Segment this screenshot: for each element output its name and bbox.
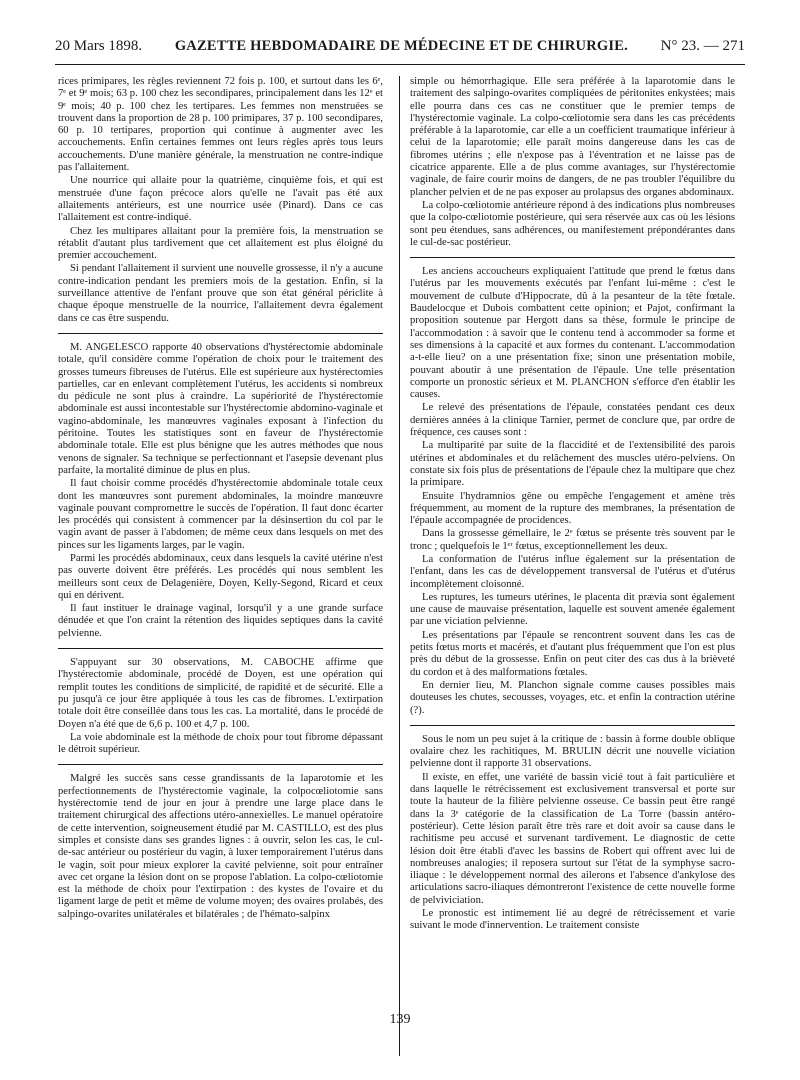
folio-number: 139 [389,1012,411,1027]
section-divider [58,333,383,334]
running-header [55,38,745,65]
paragraph: Il faut choisir comme procédés d'hystérectomie abdominale totale ceux dont les manœuvres sont purement abdominales, la moindre manœuvre vaginale pouvant compromettre le succès de l'opération. Il faut donc écarter les procédés qui consistent à commencer par la désinsertion du col par le vagin avant de passer à l'abdomen; de même ceux dans lesquels on met des pinces sur les ligaments larges, par le vagin. [58,478,383,551]
left-column [58,76,383,922]
paragraph: La voie abdominale est la méthode de choix pour tout fibrome dépassant le détroit supérieur. [58,731,383,756]
paragraph: Les présentations par l'épaule se rencontrent souvent dans les cas de petits fœtus morts et macérés, et d'autant plus fréquemment que l'on est plus près du début de la grossesse. Enfin on peut citer des cas dus à la brièveté du cordon et à des malformations fœtales. [410,629,735,678]
paragraph: La conformation de l'utérus influe également sur la présentation de l'enfant, dans les cas de développement transversal de l'utérus et d'utérus incomplètement cloisonné. [410,553,735,590]
journal-title: GAZETTE HEBDOMADAIRE DE MÉDECINE ET DE CHIRURGIE. [174,38,628,54]
paragraph: Si pendant l'allaitement il survient une nouvelle grossesse, il n'y a aucune contre-indication pendant les premiers mois de la gestation. Enfin, si la surveillance attentive de l'enfant prouve que son état général périclite à chaque époque menstruelle de la nourrice, l'allaitement devra également dans ce cas être suspendu. [58,263,383,324]
paragraph: Sous le nom un peu sujet à la critique de : bassin à forme double oblique ovalaire chez les rachitiques, M. BRULIN décrit une nouvelle viciation pelvienne dont il rapporte 31 observations. [410,733,735,770]
section-divider [410,257,735,258]
paragraph: Les ruptures, les tumeurs utérines, le placenta dit prævia sont également une cause de mauvaise présentation, laquelle est souvent amenée également par une viciation pelvienne. [410,591,735,628]
paragraph: La colpo-cœliotomie antérieure répond à des indications plus nombreuses que la colpo-cœliotomie postérieure, qui sera réservée aux cas où les lésions sont peu étendues, sans adhérences, ou manifestement prépondérantes dans le cul-de-sac postérieur. [410,199,735,248]
paragraph: La multiparité par suite de la flaccidité et de l'extensibilité des parois utérines et abdominales et du relâchement des muscles utéro-pelviens. On constate six fois plus de présentations de l'épaule chez la multipare que chez la primipare. [410,440,735,489]
right-column [410,76,735,934]
paragraph: M. ANGELESCO rapporte 40 observations d'hystérectomie abdominale totale, qu'il considère comme l'opération de choix pour le traitement des grosses tumeurs fibreuses de l'utérus. Elle est supérieure aux hystérectomies partielles, car en enlevant complètement l'utérus, les accidents si nombreux du pédicule ne sont plus à craindre. La supériorité de l'hystérectomie abdominale est aussi incontestable sur l'hystérectomie abdomino-vaginale et vagino-abdominale, les manœuvres vaginales exposant à l'infection du péritoine. Toutes les statistiques sont en faveur de l'hystérectomie abdominale totale. Elle est plus bénigne que les autres méthodes que nous venons de signaler. Sa technique se perfectionnant et l'asepsie devenant plus parfaite, la mortalité diminue de plus en plus. [58,341,383,476]
paragraph: Une nourrice qui allaite pour la quatrième, cinquième fois, et qui est menstruée d'une façon précoce alors qu'elle ne l'avait pas été aux allaitements antérieurs, est une nourrice usée (Pinard). Dans ce cas l'allaitement est contre-indiqué. [58,175,383,224]
issue-page-number: N° 23. — 271 [660,38,745,54]
paragraph: simple ou hémorrhagique. Elle sera préférée à la laparotomie dans le traitement des salpingo-ovarites compliquées de péritonites enkystées; mais elle pourra dans ces cas ne constituer que le premier temps de l'hystérectomie vaginale. La colpo-cœliotomie sera dans les cas précédents préférable à la laparotomie, car elle a un coefficient traumatique inférieur à celui de la laparotomie; elle paraît moins dangereuse dans les cas de fibromes utérins ; elle n'expose pas à l'éventration et ne laisse pas de cicatrice apparente. Elle a de plus comme avantages, sur l'hystérectomie vaginale, de faire courir moins de dangers, de ne pas troubler l'équilibre du plancher pelvien et de ne pas exposer au prolapsus des organes abdominaux. [410,76,735,198]
paragraph: Dans la grossesse gémellaire, le 2ᵉ fœtus se présente très souvent par le tronc ; quelquefois le 1ᵉʳ fœtus, exceptionnellement les deux. [410,528,735,552]
paragraph: Ensuite l'hydramnios gêne ou empêche l'engagement et amène très fréquemment, au moment de la rupture des membranes, la présentation de l'épaule accompagnée de procidences. [410,490,735,527]
paragraph: Malgré les succès sans cesse grandissants de la laparotomie et les perfectionnements de l'hystérectomie vaginale, la colpocœliotomie sans hystérectomie tend de jour en jour à prendre une large place dans le traitement chirurgical des affections utéro-annexielles. Le manuel opératoire de cette intervention, soigneusement étudié par M. CASTILLO, est des plus simples et consiste dans ses grandes lignes : à ouvrir, selon les cas, le cul-de-sac antérieur ou postérieur du vagin, à luxer temporairement l'utérus dans le vagin, soit pour mieux explorer la cavité pelvienne, soit pour entraîner avec cet organe la lésion dont on se propose l'ablation. La colpo-cœliotomie est la méthode de choix pour l'extirpation : des kystes de l'ovaire et du ligament large de petit et même de volume moyen; des ovaires prolabés, des salpingo-ovarites unilatérales et bilatérales ; de l'hémato-salpinx [58,773,383,920]
section-divider [410,725,735,726]
paragraph: Parmi les procédés abdominaux, ceux dans lesquels la cavité utérine n'est pas ouverte doivent être préférés. Les procédés qui nous semblent les meilleurs sont ceux de Delagenière, Doyen, Kelly-Segond, Ricard et ceux qui en dérivent. [58,552,383,601]
section-divider [58,764,383,765]
header-date: 20 Mars 1898. [55,38,143,54]
paragraph: rices primipares, les règles reviennent 72 fois p. 100, et surtout dans les 6ᵉ, 7ᵉ et 9ᵉ mois; 63 p. 100 chez les secondipares, principalement dans les 12ᵉ et 9ᵉ mois; 40 p. 100 chez les tertipares. Les femmes non menstruées se trouvent dans la proportion de 28 p. 100 primipares, 37 p. 100 secondipares, 60 p. 10 tertipares, proportion qui continue à augmenter avec les accouchements. Enfin certaines femmes ont leurs règles après tous leurs accouchements. D'une manière générale, la menstruation ne contre-indique pas l'allaitement. [58,76,383,174]
paragraph: S'appuyant sur 30 observations, M. CABOCHE affirme que l'hystérectomie abdominale, procédé de Doyen, est une opération qui remplit toutes les conditions de simplicité, de rapidité et de sécurité. Elle a pu jusqu'à ce jour être appliquée à tous les cas de fibromes. L'extirpation totale doit être conseillée dans tous les cas. La mortalité, dans le procédé de Doyen n'a été que de 6,6 p. 100 et 4,7 p. 100. [58,657,383,730]
paragraph: Le pronostic est intimement lié au degré de rétrécissement et varie suivant le mode d'innervention. Le traitement consiste [410,908,735,932]
paragraph: Il faut instituer le drainage vaginal, lorsqu'il y a une grande surface dénudée et que l'on craint la rétention des liquides septiques dans la cavité pelvienne. [58,603,383,639]
paragraph: En dernier lieu, M. Planchon signale comme causes possibles mais douteuses les chutes, secousses, voyages, etc. et enfin la contraction utérine (?). [410,679,735,716]
column-rule [399,76,400,1056]
paragraph: Les anciens accoucheurs expliquaient l'attitude que prend le fœtus dans l'utérus par les mouvements exécutés par l'enfant lui-même : c'est le mouvement de culbute d'Hippocrate, dû à la pesanteur de la tête fœtale. Baudelocque et Dubois combattent cette opinion; et Pajot, confirmant la proposition soutenue par Hergott dans sa thèse, formule le principe de l'accommodation : à savoir que le contenu tend à accommoder sa forme et ses dimensions à la capacité et aux formes du contenant. L'accommodation a-t-elle lieu? on a une présentation fixe; sinon une présentation mobile, pouvant aboutir à une présentation de l'épaule. Une telle présentation comporte un pronostic sérieux et M. PLANCHON s'efforce d'en établir les causes. [410,266,735,401]
paragraph: Chez les multipares allaitant pour la première fois, la menstruation se rétablit d'autant plus tardivement que cet allaitement est plus éloigné du premier accouchement. [58,225,383,262]
paragraph: Le relevé des présentations de l'épaule, constatées pendant ces deux dernières années à la clinique Tarnier, permet de conclure que, par ordre de fréquence, ces causes sont : [410,402,735,439]
section-divider [58,648,383,649]
paragraph: Il existe, en effet, une variété de bassin vicié tout à fait particulière et dans laquelle le rétrécissement est exclusivement transversal et porte sur toute la hauteur de la filière pelvienne osseuse. Ce bassin peut être rangé dans la 3ᵉ catégorie de la classification de La Torre (bassin antéro-postérieur). Cette lésion paraît être très rare et doit avoir sa cause dans le rachitisme peu accusé et survenant tardivement. Le diagnostic de cette lésion doit être établi d'avec les bassins de Robert qui offrent avec lui de nombreuses analogies; il reposera surtout sur l'état de la symphyse sacro-iliaque : le développement normal des ailerons et l'absence d'ankylose des articulations sacro-iliaques démontreront l'existence de cette nouvelle forme de pelviviciation. [410,771,735,906]
